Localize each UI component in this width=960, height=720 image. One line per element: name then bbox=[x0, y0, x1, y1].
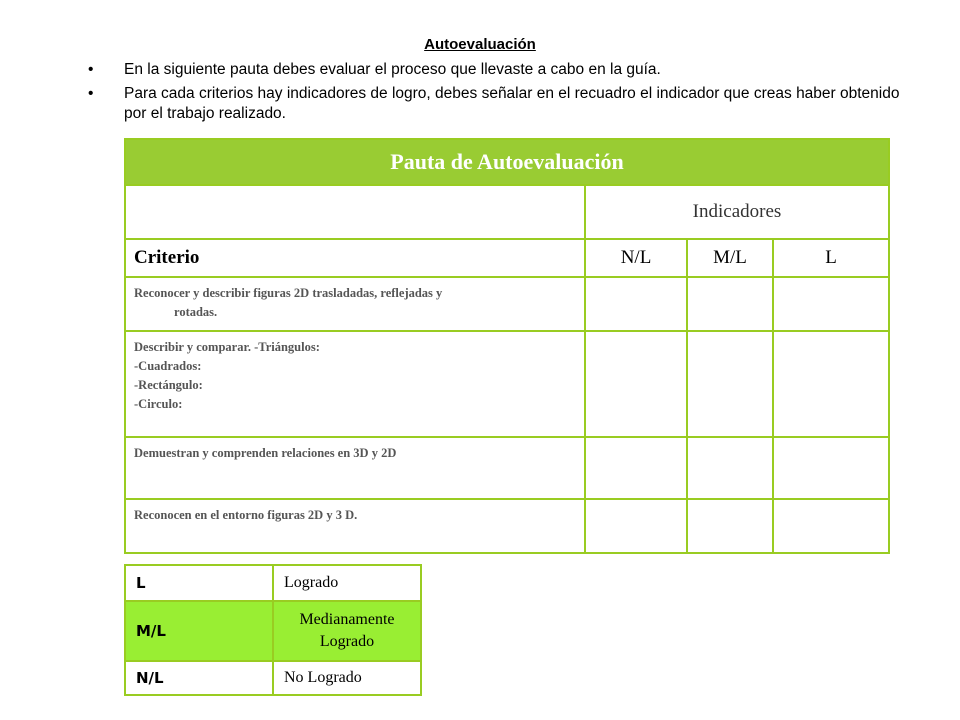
criterion-line: Reconocen en el entorno figuras 2D y 3 D. bbox=[134, 508, 358, 522]
criterion-line: Reconocer y describir figuras 2D trasladadas, reflejadas y bbox=[134, 286, 443, 300]
column-header-l: L bbox=[773, 239, 889, 277]
checkbox-cell-ml[interactable] bbox=[687, 499, 773, 553]
criterion-line: -Circulo: bbox=[134, 397, 183, 411]
criterion-line: -Cuadrados: bbox=[134, 359, 202, 373]
checkbox-cell-nl[interactable] bbox=[585, 499, 687, 553]
criterion-cell bbox=[125, 499, 585, 553]
criterion-line: rotadas. bbox=[174, 305, 218, 319]
self-assessment-table bbox=[124, 138, 890, 554]
criterion-line: Demuestran y comprenden relaciones en 3D y 2D bbox=[134, 446, 397, 460]
instruction-item bbox=[88, 60, 908, 80]
checkbox-cell-l[interactable] bbox=[773, 437, 889, 499]
checkbox-cell-nl[interactable] bbox=[585, 277, 687, 331]
instruction-text: En la siguiente pauta debes evaluar el proceso que llevaste a cabo en la guía. bbox=[124, 61, 661, 78]
bullet-icon: • bbox=[88, 61, 94, 78]
bullet-icon: • bbox=[88, 85, 94, 102]
criterion-line: -Rectángulo: bbox=[134, 378, 203, 392]
checkbox-cell-ml[interactable] bbox=[687, 331, 773, 437]
instruction-text: Para cada criterios hay indicadores de logro, debes señalar en el recuadro el indicador que creas haber obtenido por el trabajo realizado. bbox=[124, 85, 900, 122]
criterion-cell bbox=[125, 331, 585, 437]
checkbox-cell-l[interactable] bbox=[773, 499, 889, 553]
checkbox-cell-nl[interactable] bbox=[585, 331, 687, 437]
legend-key: N/L bbox=[125, 661, 273, 695]
legend-key: L bbox=[125, 565, 273, 601]
legend-value-line: Medianamente bbox=[299, 611, 395, 628]
checkbox-cell-l[interactable] bbox=[773, 277, 889, 331]
legend-table bbox=[124, 564, 422, 696]
instruction-item bbox=[88, 84, 908, 124]
checkbox-cell-l[interactable] bbox=[773, 331, 889, 437]
page-title: Autoevaluación bbox=[424, 36, 536, 53]
legend-value: Logrado bbox=[273, 565, 421, 601]
criterion-cell bbox=[125, 277, 585, 331]
legend-value-line: Logrado bbox=[319, 633, 375, 650]
column-header-nl: N/L bbox=[585, 239, 687, 277]
criterion-header: Criterio bbox=[125, 239, 585, 277]
checkbox-cell-ml[interactable] bbox=[687, 437, 773, 499]
checkbox-cell-ml[interactable] bbox=[687, 277, 773, 331]
criterion-line: Describir y comparar. -Triángulos: bbox=[134, 340, 320, 354]
legend-value bbox=[273, 601, 421, 661]
table-title: Pauta de Autoevaluación bbox=[125, 139, 889, 185]
checkbox-cell-nl[interactable] bbox=[585, 437, 687, 499]
indicators-header: Indicadores bbox=[585, 185, 889, 239]
legend-value: No Logrado bbox=[273, 661, 421, 695]
column-header-ml: M/L bbox=[687, 239, 773, 277]
empty-header-cell bbox=[125, 185, 585, 239]
legend-key: M/L bbox=[125, 601, 273, 661]
criterion-cell bbox=[125, 437, 585, 499]
instructions-list bbox=[88, 60, 908, 128]
